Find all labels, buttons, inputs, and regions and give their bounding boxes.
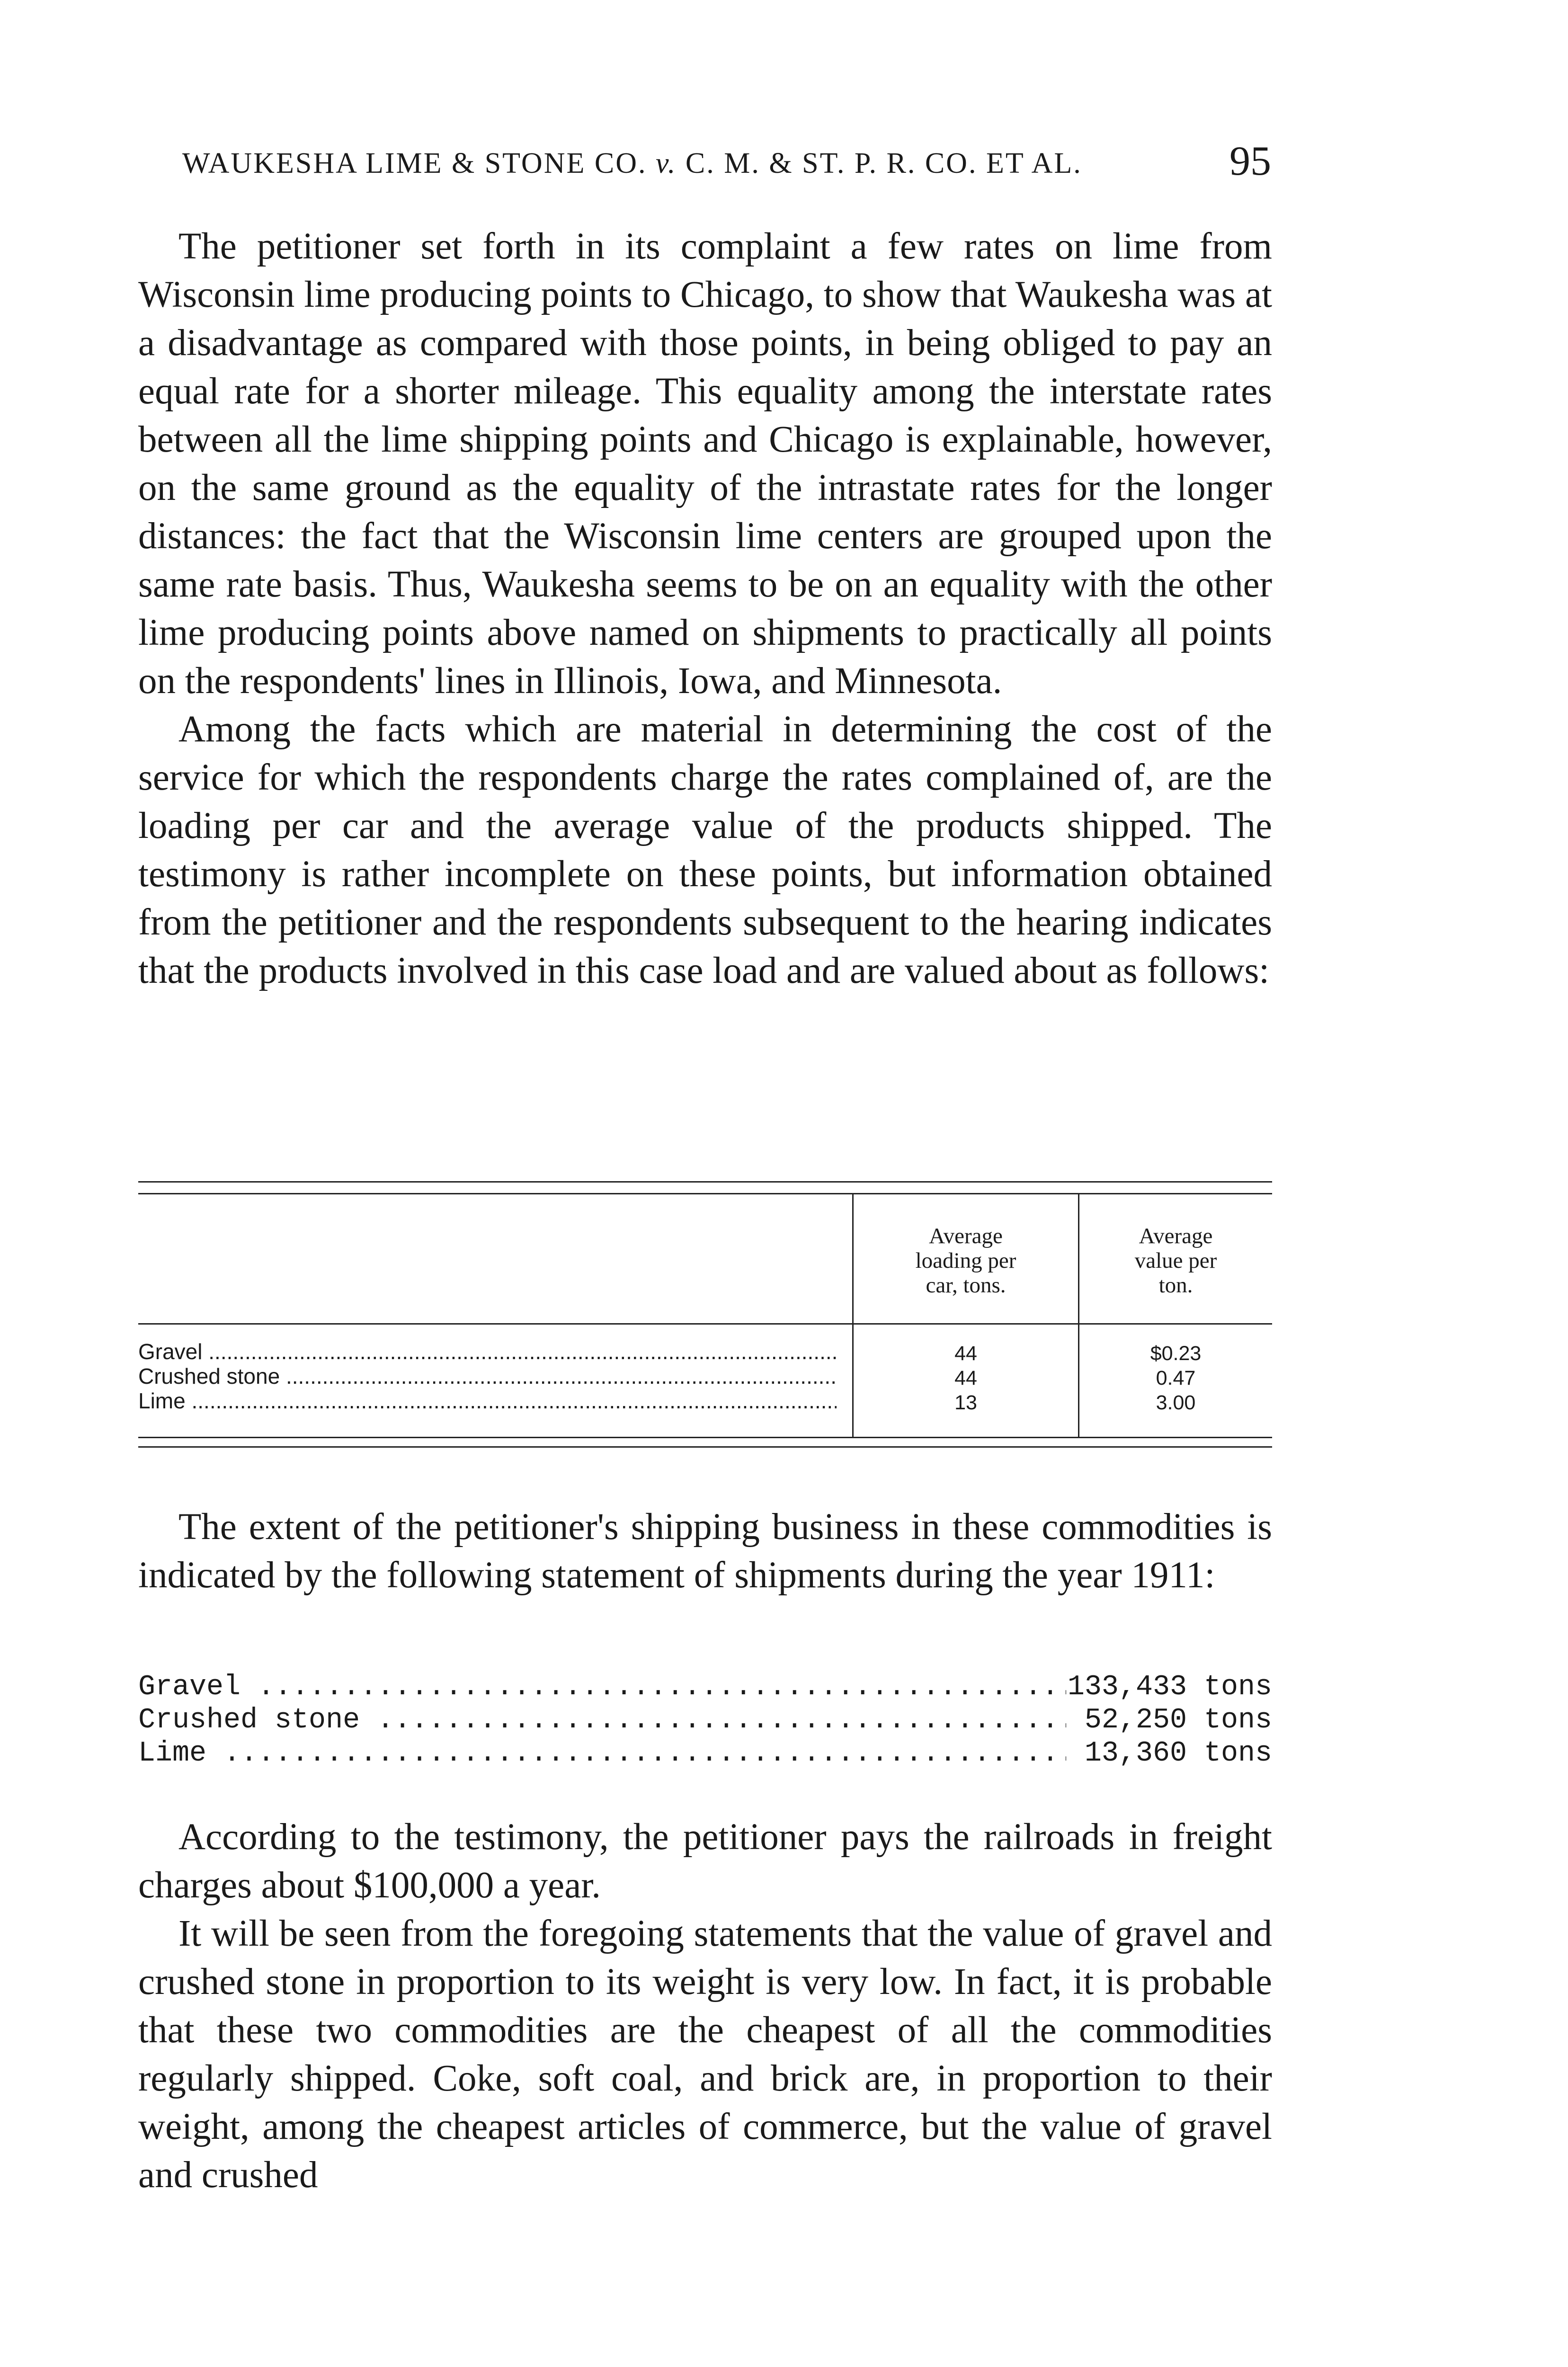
shipment-qty: 13,360 tons — [1084, 1737, 1272, 1770]
shipment-qty: 133,433 tons — [1067, 1671, 1272, 1703]
paragraph: It will be seen from the foregoing statements that the value of gravel and crushed stone in proportion to its weight is very low. In fact, it is probable that these two commodities are the cheapest of all the commodities regularly shipped. Coke, soft coal, and brick are, in proportion to their weight, among the cheapest articles of commerce, but the value of gravel and crushed — [138, 1913, 1272, 2196]
column-header-value: Average value per ton. — [1134, 1224, 1217, 1298]
table-cell-loading: 13 — [954, 1391, 977, 1414]
text-block-1 — [138, 222, 1272, 995]
table-cell-value: $0.23 — [1150, 1342, 1202, 1365]
shipment-label: Lime ..... — [138, 1737, 1066, 1770]
table-rule — [138, 1437, 1272, 1438]
shipment-row — [138, 1737, 1272, 1771]
loading-value-table — [138, 1181, 1272, 1456]
paragraph: Among the facts which are material in determining the cost of the service for which the respondents charge the rates complained of, are the loading per car and the average value of the products shipped. The testimony is rather incomplete on these points, but information obtained from the petitioner and the respondents subsequent to the hearing indicates that the products involved in this case load and are valued about as follows: — [138, 709, 1272, 991]
header-title-v: v. — [655, 147, 677, 179]
shipment-label: Gravel ..... — [138, 1671, 1066, 1703]
header-title-post: C. M. & ST. P. R. CO. ET AL. — [685, 147, 1082, 179]
shipment-row — [138, 1671, 1272, 1704]
table-rule — [138, 1193, 1272, 1194]
header-title-pre: WAUKESHA LIME & STONE CO. — [182, 147, 647, 179]
column-header-loading: Average loading per car, tons. — [915, 1224, 1016, 1298]
text-block-2 — [138, 1503, 1272, 1600]
table-rule — [138, 1446, 1272, 1448]
table-row-label: Lime ..... — [138, 1388, 837, 1414]
shipment-label: Crushed stone ..... — [138, 1704, 1066, 1736]
header-title — [182, 147, 1082, 180]
table-header-rule — [138, 1323, 1272, 1325]
shipment-qty: 52,250 tons — [1084, 1704, 1272, 1736]
text-block-3 — [138, 1813, 1272, 2199]
table-cell-loading: 44 — [954, 1367, 977, 1389]
shipment-row — [138, 1704, 1272, 1737]
page-number: 95 — [1229, 138, 1271, 184]
paragraph: The extent of the petitioner's shipping business in these commodities is indicated by the following statement of shipments during the year 1911: — [138, 1506, 1272, 1596]
table-cell-loading: 44 — [954, 1342, 977, 1365]
table-rule — [138, 1181, 1272, 1183]
table-row-label: Crushed stone ..... — [138, 1363, 837, 1389]
table-row-label: Gravel ..... — [138, 1339, 837, 1364]
paragraph: According to the testimony, the petitioner pays the railroads in freight charges about $100,000 a year. — [138, 1816, 1272, 1906]
table-cell-value: 3.00 — [1156, 1391, 1196, 1414]
running-header — [182, 137, 1271, 189]
table-cell-value: 0.47 — [1156, 1367, 1196, 1389]
paragraph: The petitioner set forth in its complaint a few rates on lime from Wisconsin lime producing points to Chicago, to show that Waukesha was at a disadvantage as compared with those points, in being obliged to pay an equal rate for a shorter mileage. This equality among the interstate rates between all the lime shipping points and Chicago is explainable, however, on the same ground as the equality of the intrastate rates for the longer distances: the fact that the Wisconsin lime centers are grouped upon the same rate basis. Thus, Waukesha seems to be on an equality with the other lime producing points above named on shipments to practically all points on the respondents' lines in Illinois, Iowa, and Minnesota. — [138, 226, 1272, 702]
